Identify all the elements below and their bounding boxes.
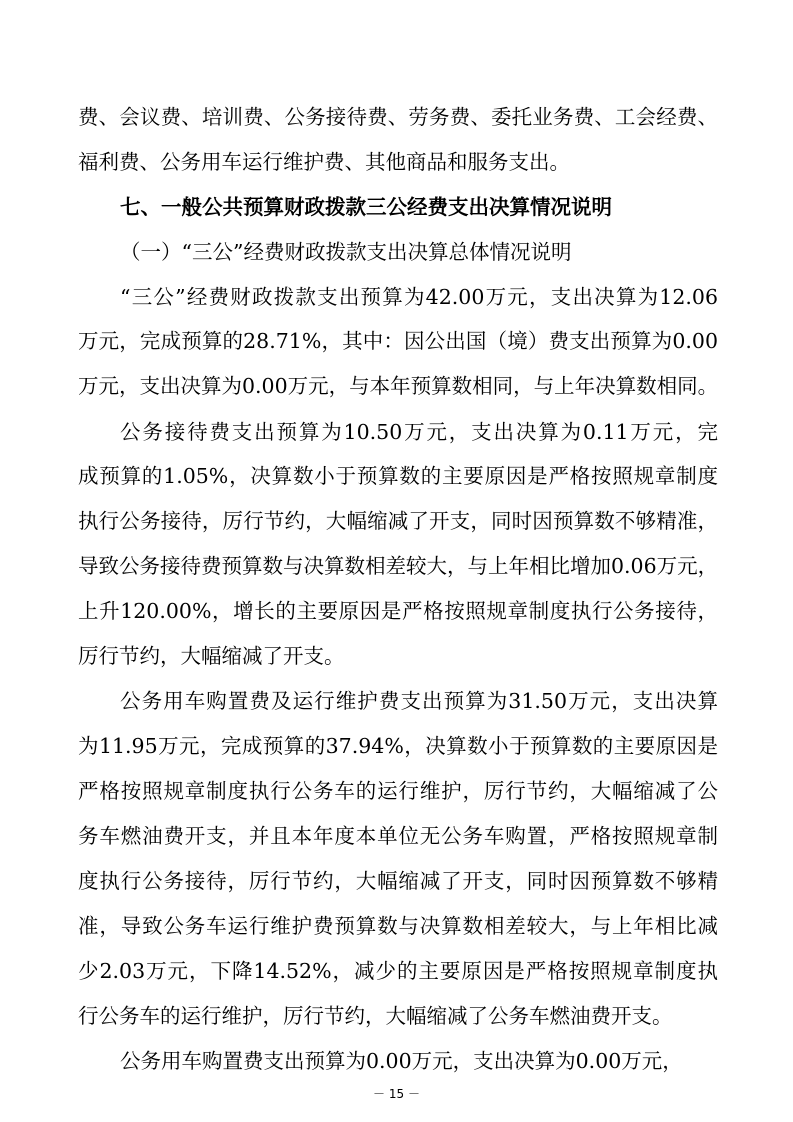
text-line: 万元，完成预算的28.71%，其中：因公出国（境）费支出预算为0.00 xyxy=(78,329,718,353)
text-line: 度执行公务接待，厉行节约，大幅缩减了开支，同时因预算数不够精 xyxy=(78,869,718,893)
text-line: 公务用车购置费支出预算为0.00万元，支出决算为0.00万元， xyxy=(120,1049,683,1073)
text-line: 万元，支出决算为0.00万元，与本年预算数相同，与上年决算数相同。 xyxy=(78,374,718,398)
page-number: － 15 － xyxy=(373,1087,420,1101)
text-line: 公务用车购置费及运行维护费支出预算为31.50万元，支出决算 xyxy=(120,689,718,713)
text-line: 务车燃油费开支，并且本年度本单位无公务车购置，严格按照规章制 xyxy=(78,824,718,848)
text-line: 费、会议费、培训费、公务接待费、劳务费、委托业务费、工会经费、 xyxy=(78,105,718,129)
text-line: 少2.03万元，下降14.52%，减少的主要原因是严格按照规章制度执 xyxy=(78,959,718,983)
text-line: 严格按照规章制度执行公务车的运行维护，厉行节约，大幅缩减了公 xyxy=(78,779,718,803)
text-line: 准，导致公务车运行维护费预算数与决算数相差较大，与上年相比减 xyxy=(78,914,718,938)
text-line: 公务接待费支出预算为10.50万元，支出决算为0.11万元，完 xyxy=(120,420,718,444)
text-line: “三公”经费财政拨款支出预算为42.00万元，支出决算为12.06 xyxy=(120,285,718,309)
subsection-heading: （一）“三公”经费财政拨款支出决算总体情况说明 xyxy=(120,240,572,264)
text-line: 成预算的1.05%，决算数小于预算数的主要原因是严格按照规章制度 xyxy=(78,464,718,488)
text-line: 为11.95万元，完成预算的37.94%，决算数小于预算数的主要原因是 xyxy=(78,734,718,758)
text-line: 厉行节约，大幅缩减了开支。 xyxy=(78,644,345,668)
text-line: 福利费、公务用车运行维护费、其他商品和服务支出。 xyxy=(78,150,570,174)
text-line: 上升120.00%，增长的主要原因是严格按照规章制度执行公务接待， xyxy=(78,599,718,623)
section-heading: 七、一般公共预算财政拨款三公经费支出决算情况说明 xyxy=(120,195,612,219)
text-line: 行公务车的运行维护，厉行节约，大幅缩减了公务车燃油费开支。 xyxy=(78,1004,673,1028)
text-line: 执行公务接待，厉行节约，大幅缩减了开支，同时因预算数不够精准， xyxy=(78,509,718,533)
text-line: 导致公务接待费预算数与决算数相差较大，与上年相比增加0.06万元， xyxy=(78,554,718,578)
